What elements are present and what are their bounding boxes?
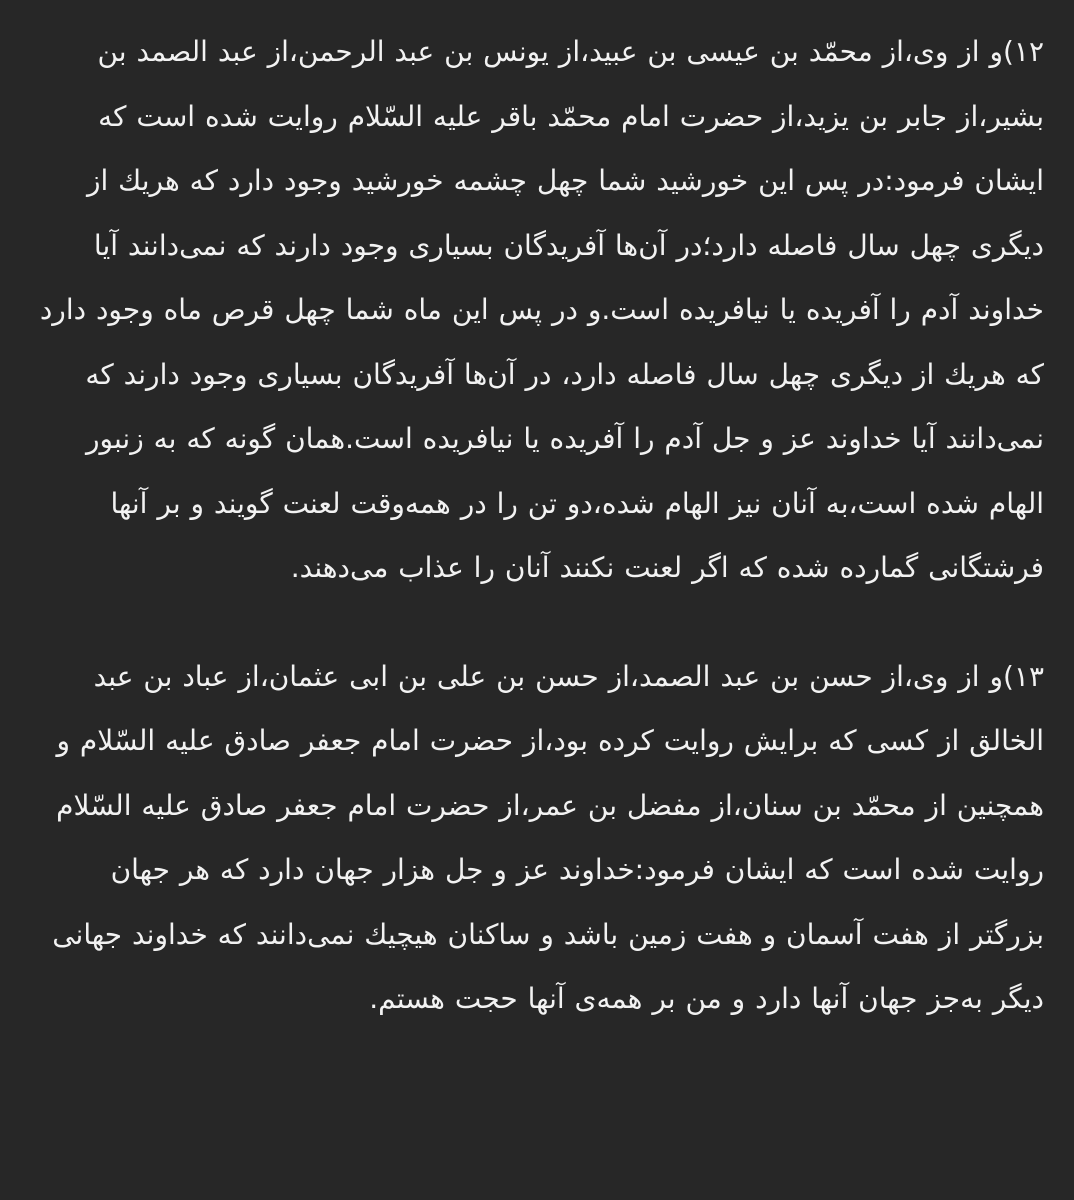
hadith-paragraph-12: ۱۲)و از وی،از محمّد بن عیسی بن عبید،از یونس بن عبد الرحمن،از عبد الصمد بن بشیر،از جابر بن یزید،از حضرت امام محمّد باقر علیه السّلام روایت شده است که ایشان فرمود:در پس این خورشید شما چهل چشمه خورشید وجود دارد که هریك از دیگری چهل سال فاصله دارد؛در آن‌ها آفریدگان بسیاری وجود دارند که نمی‌دانند آیا خداوند آدم را آفریده یا نیافریده است.و در پس این ماه شما چهل قرص ماه وجود دارد که هریك از دیگری چهل سال فاصله دارد، در آن‌ها آفریدگان بسیاری وجود دارند که نمی‌دانند آیا خداوند عز و جل آدم را آفریده یا نیافریده است.همان گونه که به زنبور الهام شده است،به آنان نیز الهام شده،دو تن را در همه‌وقت لعنت گویند و بر آنها فرشتگانی گمارده شده که اگر لعنت نکنند آنان را عذاب می‌دهند. (39, 35, 1044, 584)
paragraph-spacer (36, 601, 1044, 645)
hadith-paragraph-13: ۱۳)و از وی،از حسن بن عبد الصمد،از حسن بن علی بن ابی عثمان،از عباد بن عبد الخالق از کسی که برایش روایت کرده بود،از حضرت امام جعفر صادق علیه السّلام و همچنین از محمّد بن سنان،از مفضل بن عمر،از حضرت امام جعفر صادق علیه السّلام روایت شده است که ایشان فرمود:خداوند عز و جل هزار جهان دارد که هر جهان بزرگتر از هفت آسمان و هفت زمین باشد و ساکنان هیچیك نمی‌دانند که خداوند جهانی دیگر به‌جز جهان آنها دارد و من بر همه‌ی آنها حجت هستم. (52, 659, 1044, 1015)
